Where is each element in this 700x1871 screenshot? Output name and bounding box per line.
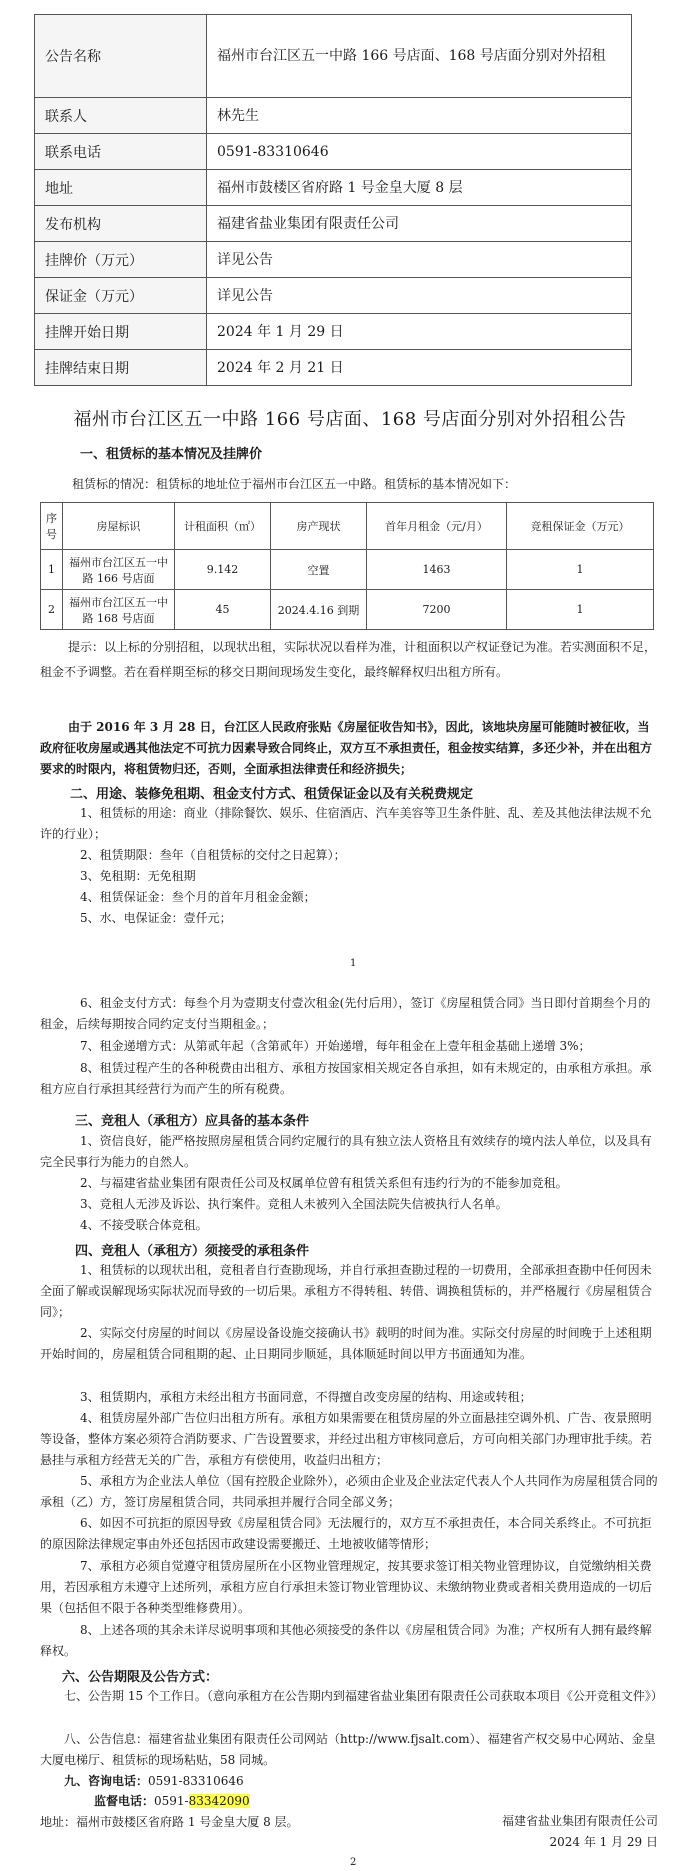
- section-1-heading: 一、租赁标的基本情况及挂牌价: [80, 447, 263, 462]
- list-item: 5、水、电保证金：壹仟元；: [80, 911, 232, 925]
- section-4-heading: 四、竞租人（承租方）须接受的承租条件: [75, 1244, 310, 1259]
- list-item: 4、租赁保证金：叁个月的首年月租金金额；: [80, 890, 316, 904]
- col-header: 房屋标识: [63, 503, 175, 550]
- table-row: [41, 550, 654, 590]
- info-value: 福建省盐业集团有限责任公司: [207, 206, 632, 242]
- info-key: 挂牌开始日期: [35, 314, 207, 350]
- info-key: 发布机构: [35, 206, 207, 242]
- list-item: 7、承租方必须自觉遵守租赁房屋所在小区物业管理规定，按其要求签订相关物业管理协议，自觉缴纳相关费用，若因承租方未遵守上述所列，承租方应自行承担未签订物业管理协议、未缴纳物业费或者相关费用造成的一切后果（包括但不限于各种类型维修费用）。: [40, 1559, 653, 1615]
- cell: 福州市台江区五一中路 168 号店面: [63, 590, 175, 630]
- cell: 1: [507, 590, 654, 630]
- bold-notice: 由于 2016 年 3 月 28 日，台江区人民政府张贴《房屋征收告知书》，因此，该地块房屋可能随时被征收，当政府征收房屋或遇其他法定不可抗力因素导致合同终止，双方互不承担责任，租金按实结算，多还少补，并在出租方要求的时限内，将租赁物归还，否则，全面承担法律责任和经济损失；: [40, 720, 653, 776]
- info-row: [35, 206, 632, 242]
- info-row: [35, 350, 632, 386]
- info-row: [35, 15, 632, 98]
- info-value: 0591-83310646: [207, 134, 632, 170]
- cell: 1: [507, 550, 654, 590]
- info-value: 2024 年 2 月 21 日: [207, 350, 632, 386]
- list-item: 3、竞租人无涉及诉讼、执行案件。竞租人未被列入全国法院失信被执行人名单。: [80, 1197, 508, 1211]
- signature-org: 福建省盐业集团有限责任公司: [501, 1814, 658, 1828]
- list-item: 8、上述各项的其余未详尽说明事项和其他必须接受的条件以《房屋租赁合同》为准；产权所有人拥有最终解释权。: [40, 1623, 652, 1658]
- section-3-heading: 三、竞租人（承租方）应具备的基本条件: [75, 1114, 310, 1129]
- list-item: 6、如因不可抗拒的原因导致《房屋租赁合同》无法履行的，双方互不承担责任，本合同关系终止。不可抗拒的原因除法律规定事由外还包括因市政建设需要搬迁、土地被收储等情形；: [40, 1516, 652, 1551]
- cell: 2: [41, 590, 63, 630]
- list-item: 2、租赁期限：叁年（自租赁标的交付之日起算）；: [80, 848, 346, 862]
- info-value: 详见公告: [207, 278, 632, 314]
- signature-date: 2024 年 1 月 29 日: [549, 1835, 658, 1849]
- info-key: 公告名称: [35, 15, 207, 98]
- info-row: [35, 314, 632, 350]
- list-item: 1、资信良好，能严格按照房屋租赁合同约定履行的具有独立法人资格且有效续存的境内法人单位，以及具有完全民事行为能力的自然人。: [40, 1134, 652, 1169]
- list-item: 4、不接受联合体竞租。: [80, 1218, 208, 1232]
- monitor-label: 监督电话：: [94, 1794, 155, 1808]
- list-item: 8、租赁过程产生的各种税费由出租方、承租方按国家相关规定各自承担，如有未规定的，由承租方承担。承租方应自行承担其经营行为而产生的所有税费。: [40, 1061, 652, 1096]
- list-item: 7、租金递增方式：从第贰年起（含第贰年）开始递增，每年租金在上壹年租金基础上递增 3%；: [80, 1039, 591, 1053]
- list-item: 1、租赁标的用途：商业（排除餐饮、娱乐、住宿酒店、汽车美容等卫生条件脏、乱、差及其他法律法规不允许的行业）；: [40, 806, 652, 841]
- address-line: 地址：福州市鼓楼区省府路 1 号金皇大厦 8 层。: [40, 1815, 299, 1829]
- col-header: 计租面积（㎡）: [175, 503, 271, 550]
- section-6-heading: 六、公告期限及公告方式：: [62, 1670, 219, 1685]
- list-item: 3、租赁期内，承租方未经出租方书面同意，不得擅自改变房屋的结构、用途或转租；: [80, 1390, 532, 1404]
- info-key: 联系人: [35, 98, 207, 134]
- list-item: 4、租赁房屋外部广告位归出租方所有。承租方如果需要在租赁房屋的外立面悬挂空调外机、广告、夜景照明等设备，整体方案必须符合消防要求、广告设置要求，并经过出租方审核同意后，方可向相关部门办理审批手续。若悬挂与承租方经营无关的广告，承租方有偿使用，收益归出租方；: [40, 1411, 653, 1467]
- list-item: 八、公告信息：福建省盐业集团有限责任公司网站（http://www.fjsalt.com）、福建省产权交易中心网站、金皇大厦电梯厅、租赁标的现场粘贴，58 同城。: [40, 1732, 656, 1767]
- info-key: 挂牌结束日期: [35, 350, 207, 386]
- info-value: 林先生: [207, 98, 632, 134]
- page-number: 2: [350, 1857, 357, 1868]
- info-row: [35, 170, 632, 206]
- rent-table: [40, 502, 654, 630]
- info-row: [35, 242, 632, 278]
- notice-text: 提示：以上标的分别招租，以现状出租，实际状况以看样为准，计租面积以产权证登记为准。若实测面积不足，租金不予调整。若在看样期至标的移交日期间现场发生变化，最终解释权归出租方所有。: [40, 640, 657, 679]
- col-header: 首年月租金（元/月）: [367, 503, 507, 550]
- consult-line: [64, 1771, 244, 1792]
- monitor-phone-highlight: 83342090: [188, 1794, 250, 1808]
- col-header: 竞租保证金（万元）: [507, 503, 654, 550]
- announcement-title: 福州市台江区五一中路 166 号店面、168 号店面分别对外招租公告: [73, 409, 627, 430]
- monitor-prefix: 0591-: [154, 1794, 189, 1808]
- cell: 7200: [367, 590, 507, 630]
- cell: 1: [41, 550, 63, 590]
- cell: 2024.4.16 到期: [271, 590, 367, 630]
- cell: 空置: [271, 550, 367, 590]
- list-item: 3、免租期：无免租期: [80, 869, 196, 883]
- info-key: 联系电话: [35, 134, 207, 170]
- col-header: 房产现状: [271, 503, 367, 550]
- info-key: 挂牌价（万元）: [35, 242, 207, 278]
- monitor-line: [94, 1791, 250, 1812]
- info-key: 保证金（万元）: [35, 278, 207, 314]
- page-number: 1: [350, 958, 357, 969]
- cell: 9.142: [175, 550, 271, 590]
- col-header: 序号: [41, 503, 63, 550]
- section-2-heading: 二、用途、装修免租期、租金支付方式、租赁保证金以及有关税费规定: [70, 787, 474, 802]
- info-value: 2024 年 1 月 29 日: [207, 314, 632, 350]
- consult-label: 九、咨询电话：: [64, 1774, 149, 1788]
- info-key: 地址: [35, 170, 207, 206]
- list-item: 2、实际交付房屋的时间以《房屋设备设施交接确认书》载明的时间为准。实际交付房屋的时间晚于上述租期开始时间的，房屋租赁合同租期的起、止日期同步顺延，具体顺延时间以甲方书面通知为准。: [40, 1326, 652, 1361]
- cell: 1463: [367, 550, 507, 590]
- info-row: [35, 98, 632, 134]
- info-row: [35, 278, 632, 314]
- info-value: 福州市台江区五一中路 166 号店面、168 号店面分别对外招租: [207, 15, 632, 98]
- list-item: 七、公告期 15 个工作日。（意向承租方在公告期内到福建省盐业集团有限责任公司获取本项目《公开竞租文件》）: [64, 1689, 663, 1703]
- section-1-intro: 租赁标的情况：租赁标的地址位于福州市台江区五一中路。租赁标的基本情况如下：: [72, 477, 517, 491]
- list-item: 6、租金支付方式：每叁个月为壹期支付壹次租金(先付后用），签订《房屋租赁合同》当日即付首期叁个月的租金，后续每期按合同约定支付当期租金。；: [40, 996, 651, 1031]
- list-item: 2、与福建省盐业集团有限责任公司及权属单位曾有租赁关系但有违约行为的不能参加竞租。: [80, 1176, 568, 1190]
- info-row: [35, 134, 632, 170]
- list-item: 5、承租方为企业法人单位（国有控股企业除外），必须由企业及企业法定代表人个人共同作为房屋租赁合同的承租（乙）方，签订房屋租赁合同，共同承担并履行合同全部义务；: [40, 1474, 658, 1509]
- info-value: 详见公告: [207, 242, 632, 278]
- cell: 45: [175, 590, 271, 630]
- list-item: 1、租赁标的以现状出租，竞租者自行查勘现场，并自行承担查勘过程的一切费用，全部承担查勘中任何因未全面了解或误解现场实际状况而导致的一切后果。承租方不得转租、转借、调换租赁标的，并严格履行《房屋租赁合同》；: [40, 1263, 653, 1319]
- info-value: 福州市鼓楼区省府路 1 号金皇大厦 8 层: [207, 170, 632, 206]
- cell: 福州市台江区五一中路 166 号店面: [63, 550, 175, 590]
- consult-phone: 0591-83310646: [148, 1774, 244, 1788]
- table-row: [41, 590, 654, 630]
- rent-table-header: [41, 503, 654, 550]
- info-table: [34, 14, 632, 386]
